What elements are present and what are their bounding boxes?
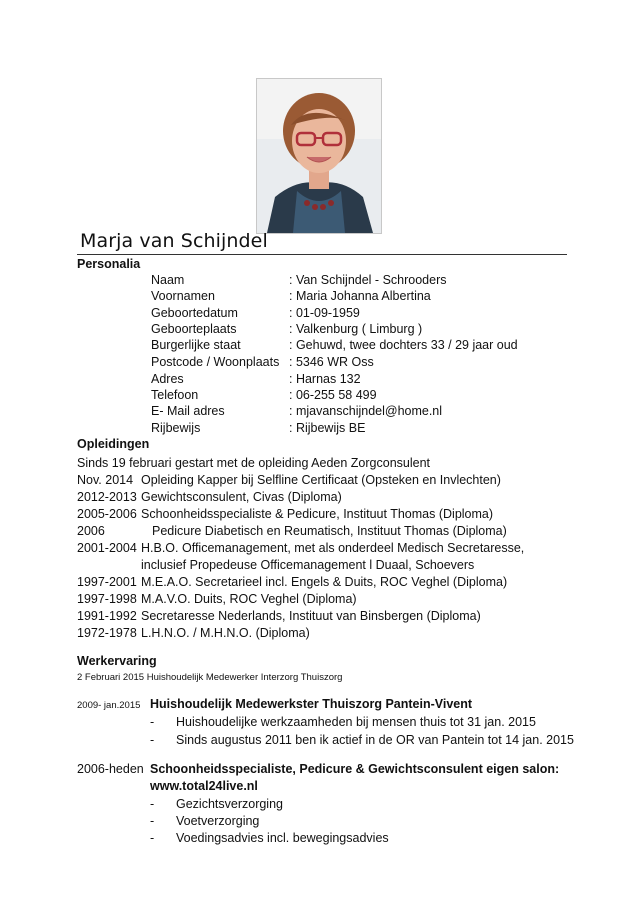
education-year: 2001-2004 (77, 541, 137, 555)
personalia-label: Rijbewijs (151, 421, 201, 435)
personalia-value: : Valkenburg ( Limburg ) (289, 322, 423, 336)
personalia-label: Geboortedatum (151, 306, 238, 320)
education-year: 1997-2001 (77, 575, 137, 589)
job-title: Huishoudelijk Medewerkster Thuiszorg Pantein-Vivent (150, 697, 473, 711)
job-bullet: Voedingsadvies incl. bewegingsadvies (176, 831, 389, 845)
personalia-label: Naam (151, 273, 185, 287)
bullet-dash: - (150, 733, 155, 747)
education-text: Opleiding Kapper bij Selfline Certificaat (Opsteken en Invlechten) (141, 473, 501, 487)
bullet-dash: - (150, 797, 155, 811)
job-bullet: Huishoudelijke werkzaamheden bij mensen thuis tot 31 jan. 2015 (176, 715, 536, 729)
section-heading-personalia: Personalia (77, 257, 141, 271)
education-year: Nov. 2014 (77, 473, 134, 487)
job-bullet: Voetverzorging (176, 814, 260, 828)
personalia-value: : 5346 WR Oss (289, 355, 374, 369)
personalia-label: Geboorteplaats (151, 322, 237, 336)
personalia-value: : Harnas 132 (289, 372, 361, 386)
education-text: L.H.N.O. / M.H.N.O. (Diploma) (141, 626, 310, 640)
education-text: Pedicure Diabetisch en Reumatisch, Instituut Thomas (Diploma) (152, 524, 507, 538)
education-text: inclusief Propedeuse Officemanagement l Duaal, Schoevers (141, 558, 475, 572)
personalia-value: : Maria Johanna Albertina (289, 289, 431, 303)
personalia-label: Burgerlijke staat (151, 338, 241, 352)
person-name: Marja van Schijndel (80, 230, 268, 252)
personalia-label: Telefoon (151, 388, 199, 402)
bullet-dash: - (150, 831, 155, 845)
job-year: 2006-heden (77, 762, 144, 776)
education-text: H.B.O. Officemanagement, met als onderdeel Medisch Secretaresse, (141, 541, 525, 555)
education-text: Gewichtsconsulent, Civas (Diploma) (141, 490, 342, 504)
education-year: 1972-1978 (77, 626, 137, 640)
personalia-value: : Van Schijndel - Schrooders (289, 273, 447, 287)
personalia-value: : mjavanschijndel@home.nl (289, 404, 443, 418)
personalia-label: E- Mail adres (151, 404, 225, 418)
education-year: 1997-1998 (77, 592, 137, 606)
section-heading-werkervaring: Werkervaring (77, 654, 157, 668)
bullet-dash: - (150, 814, 155, 828)
personalia-label: Postcode / Woonplaats (151, 355, 280, 369)
education-text: M.A.V.O. Duits, ROC Veghel (Diploma) (141, 592, 357, 606)
personalia-label: Voornamen (151, 289, 215, 303)
personalia-value: : 01-09-1959 (289, 306, 360, 320)
education-text: Secretaresse Nederlands, Instituut van Binsbergen (Diploma) (141, 609, 481, 623)
personalia-value: : Rijbewijs BE (289, 421, 366, 435)
job-bullet: Gezichtsverzorging (176, 797, 283, 811)
website-link[interactable]: www.total24live.nl (150, 779, 258, 793)
education-year: 2012-2013 (77, 490, 137, 504)
header-divider (77, 254, 567, 255)
portrait-image (257, 79, 381, 233)
personalia-label: Adres (151, 372, 184, 386)
education-year: 2006 (77, 524, 105, 538)
job-title: Schoonheidsspecialiste, Pedicure & Gewichtsconsulent eigen salon: (150, 762, 560, 776)
profile-photo (256, 78, 382, 234)
personalia-value: : 06-255 58 499 (289, 388, 377, 402)
bullet-dash: - (150, 715, 155, 729)
work-line: 2 Februari 2015 Huishoudelijk Medewerker Interzorg Thuiszorg (77, 672, 343, 683)
education-text: M.E.A.O. Secretarieel incl. Engels & Duits, ROC Veghel (Diploma) (141, 575, 508, 589)
education-year: 1991-1992 (77, 609, 137, 623)
education-year: 2005-2006 (77, 507, 137, 521)
personalia-value: : Gehuwd, twee dochters 33 / 29 jaar oud (289, 338, 518, 352)
section-heading-opleidingen: Opleidingen (77, 437, 150, 451)
education-text: Schoonheidsspecialiste & Pedicure, Instituut Thomas (Diploma) (141, 507, 494, 521)
opleidingen-intro: Sinds 19 februari gestart met de opleiding Aeden Zorgconsulent (77, 456, 431, 470)
job-bullet: Sinds augustus 2011 ben ik actief in de OR van Pantein tot 14 jan. 2015 (176, 733, 574, 747)
job-year: 2009- jan.2015 (77, 700, 141, 711)
